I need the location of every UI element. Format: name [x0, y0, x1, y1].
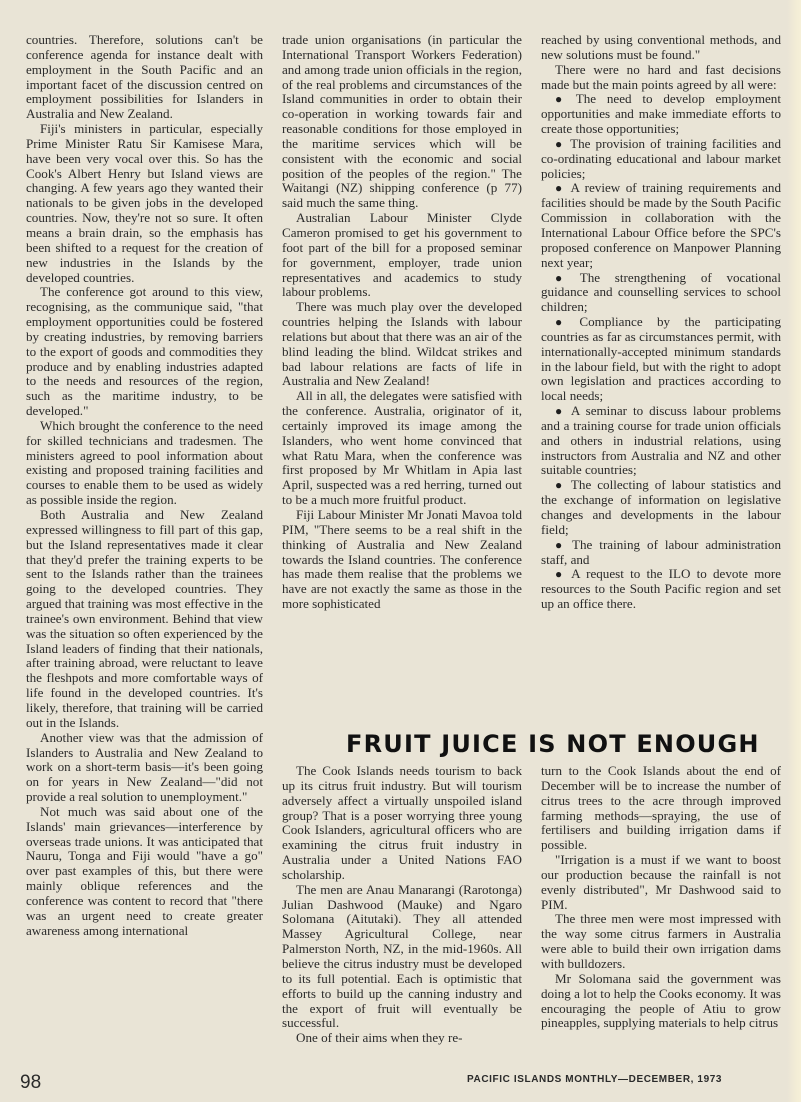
paragraph: Both Australia and New Zealand expressed willingness to fill part of this gap, but the Island representatives made it clear that they'd prefer the training experts to be sent to the Islands rather than the trainees going to the developed countries. They argued that training was most effective in the trainee's own environment. Behind that view was the situation so often experienced by the Island leaders of finding that their nationals, after training abroad, were reluctant to leave the fleshpots and more comfortable ways of life found in the developed countries. It's likely, therefore, that training will be carried out in the Islands. [26, 507, 263, 730]
bullet-icon: ● [555, 478, 565, 493]
bullet-item: ● A seminar to discuss labour problems and a training course for trade union officials and others in industrial relations, using instructors from Australia and NZ and other suitable countries; [541, 403, 781, 478]
running-footer: PACIFIC ISLANDS MONTHLY—DECEMBER, 1973 [467, 1074, 723, 1085]
headline-article-column-1 [282, 764, 522, 1074]
paragraph: All in all, the delegates were satisfied with the conference. Australia, originator of it, certainly improved its image among the Islanders, who went home convinced that what Ratu Mara, when the conference was first proposed by Mr Whitlam in Apia last April, suspected was a red herring, turned out to be a much more fruitful product. [282, 388, 522, 508]
paragraph: One of their aims when they re- [296, 1030, 463, 1046]
paragraph: There was much play over the developed countries helping the Islands with labour relations but about that there was an air of the blind leading the blind. Wildcat strikes and bad labour relations are facts of life in Australia and New Zealand! [282, 299, 522, 389]
paragraph: There were no hard and fast decisions made but the main points agreed by all were: [541, 61, 781, 92]
bullet-item: ● A review of training requirements and facilities should be made by the South Pacific Commission in collaboration with the International Labour Office before the SPC's proposed conference on Manpower Planning next year; [541, 180, 781, 270]
bullet-item: ● A request to the ILO to devote more resources to the South Pacific region and set up an office there. [541, 566, 781, 612]
bullet-icon: ● [555, 537, 566, 552]
paragraph: The Cook Islands needs tourism to back up its citrus fruit industry. But will tourism adversely affect a virtually unspoiled island group? That is a poser worrying three young Cook Islanders, agricultural officers who are examining the citrus fruit industry in Australia under a United Nations FAO scholarship. [282, 764, 522, 882]
paragraph: reached by using conventional methods, and new solutions must be found." [541, 33, 781, 62]
bullet-item: ● Compliance by the participating countries as far as circumstances permit, with internationally-accepted minimum standards in the labour field, but with the right to adopt own legislation and practices according to local needs; [541, 314, 781, 404]
bullet-item: ● The strengthening of vocational guidance and counselling services to school children; [541, 269, 781, 315]
bullet-item: ● The need to develop employment opportunities and make immediate efforts to create those opportunities; [541, 91, 781, 137]
bullet-icon: ● [555, 315, 574, 330]
column-3-text [541, 33, 781, 739]
bullet-item: ● The collecting of labour statistics and the exchange of information on legislative changes and developments in the labour field; [541, 477, 781, 537]
paragraph: The conference got around to this view, recognising, as the communique said, "that employment opportunities could be fostered by creating industries, by removing barriers to the export of goods and commodities they produce and by enabling industries adapted to the needs and resources of the region, such as the maritime industry, to be developed." [26, 284, 263, 419]
column-1-text [26, 33, 263, 1070]
bullet-icon: ● [555, 567, 566, 582]
paragraph: The men are Anau Manarangi (Rarotonga) Julian Dashwood (Mauke) and Ngaro Solomana (Aitutaki). They all attended Massey Agricultural College, near Palmerston North, NZ, in the mid-1960s. All believe the citrus industry must be developed to its full potential. Each is optimistic that efforts to build up the canning industry and the export of fruit will eventually be successful. [282, 881, 522, 1031]
paragraph: The three men were most impressed with the way some citrus farmers in Australia were able to build their own irrigation dams with bulldozers. [541, 911, 781, 971]
paragraph: Fiji Labour Minister Mr Jonati Mavoa told PIM, "There seems to be a real shift in the thinking of Australia and New Zealand towards the Island countries. The conference has made them realise that the problems we have are not exactly the same as those in the more sophisticated [282, 507, 522, 612]
paragraph: Not much was said about one of the Islands' main grievances—interference by overseas trade unions. It was anticipated that Nauru, Tonga and Fiji would "have a go" over past examples of this, but there were mainly oblique references and the conference was content to record that "there was an urgent need to create greater awareness among international [26, 803, 263, 938]
bullet-icon: ● [555, 181, 565, 196]
paragraph: Fiji's ministers in particular, especially Prime Minister Ratu Sir Kamisese Mara, have been very vocal over this. So has the Cook's Albert Henry but Island views are changing. A few years ago they wanted their nationals to be given jobs in the developed countries. Now, they're not so sure. It often means a brain drain, so the emphasis has been shifted to a request for the creation of new industries in the Islands by the developed countries. [26, 121, 263, 285]
paragraph: Which brought the conference to the need for skilled technicians and tradesmen. The ministers agreed to pool information about existing and proposed training facilities and courses to enable them to be used as widely as possible inside the region. [26, 417, 263, 508]
bullet-item: ● The training of labour administration staff, and [541, 536, 781, 567]
bullet-icon: ● [555, 404, 565, 419]
column-2-text [282, 33, 522, 739]
bullet-item: ● The provision of training facilities and co-ordinating educational and labour market policies; [541, 135, 781, 181]
paragraph: trade union organisations (in particular the International Transport Workers Federation) and among trade union officials in the region, of the real problems and circumstances of the Island communities in order to obtain their co-operation in working towards fair and reasonable conditions for those employed in the maritime services which will be consistent with the economic and social position of the peoples of the region." The Waitangi (NZ) shipping conference (p 77) said much the same thing. [282, 33, 522, 211]
page-number: 98 [20, 1072, 42, 1093]
paragraph: "Irrigation is a must if we want to boost our production because the rainfall is not evenly distributed", Mr Dashwood said to PIM. [541, 852, 781, 912]
headline-article-column-2 [541, 764, 781, 1074]
paragraph: Another view was that the admission of Islanders to Australia and New Zealand to work on a short-term basis—it's been going on for years in New Zealand—"did not provide a real solution to unemployment." [26, 729, 263, 805]
paragraph: Mr Solomana said the government was doing a lot to help the Cooks economy. It was encouraging the people of Atiu to grow pineapples, supplying materials to help citrus [541, 970, 781, 1031]
paragraph: Australian Labour Minister Clyde Cameron promised to get his government to foot part of the bill for a proposed seminar for government, employer, trade union representatives and academics to study labour problems. [282, 210, 522, 300]
article-headline: FRUIT JUICE IS NOT ENOUGH [346, 730, 760, 758]
paragraph: turn to the Cook Islands about the end of December will be to increase the number of citrus trees to the acre through improved farming methods—spraying, the use of fertilisers and building irrigation dams if possible. [541, 764, 781, 853]
bullet-icon: ● [555, 92, 570, 107]
bullet-icon: ● [555, 270, 574, 285]
bullet-icon: ● [555, 136, 565, 151]
paragraph: countries. Therefore, solutions can't be conference agenda for instance dealt with employment in the South Pacific and an important facet of the discussion centred on employment possibilities for Islanders in Australia and New Zealand. [26, 33, 263, 122]
